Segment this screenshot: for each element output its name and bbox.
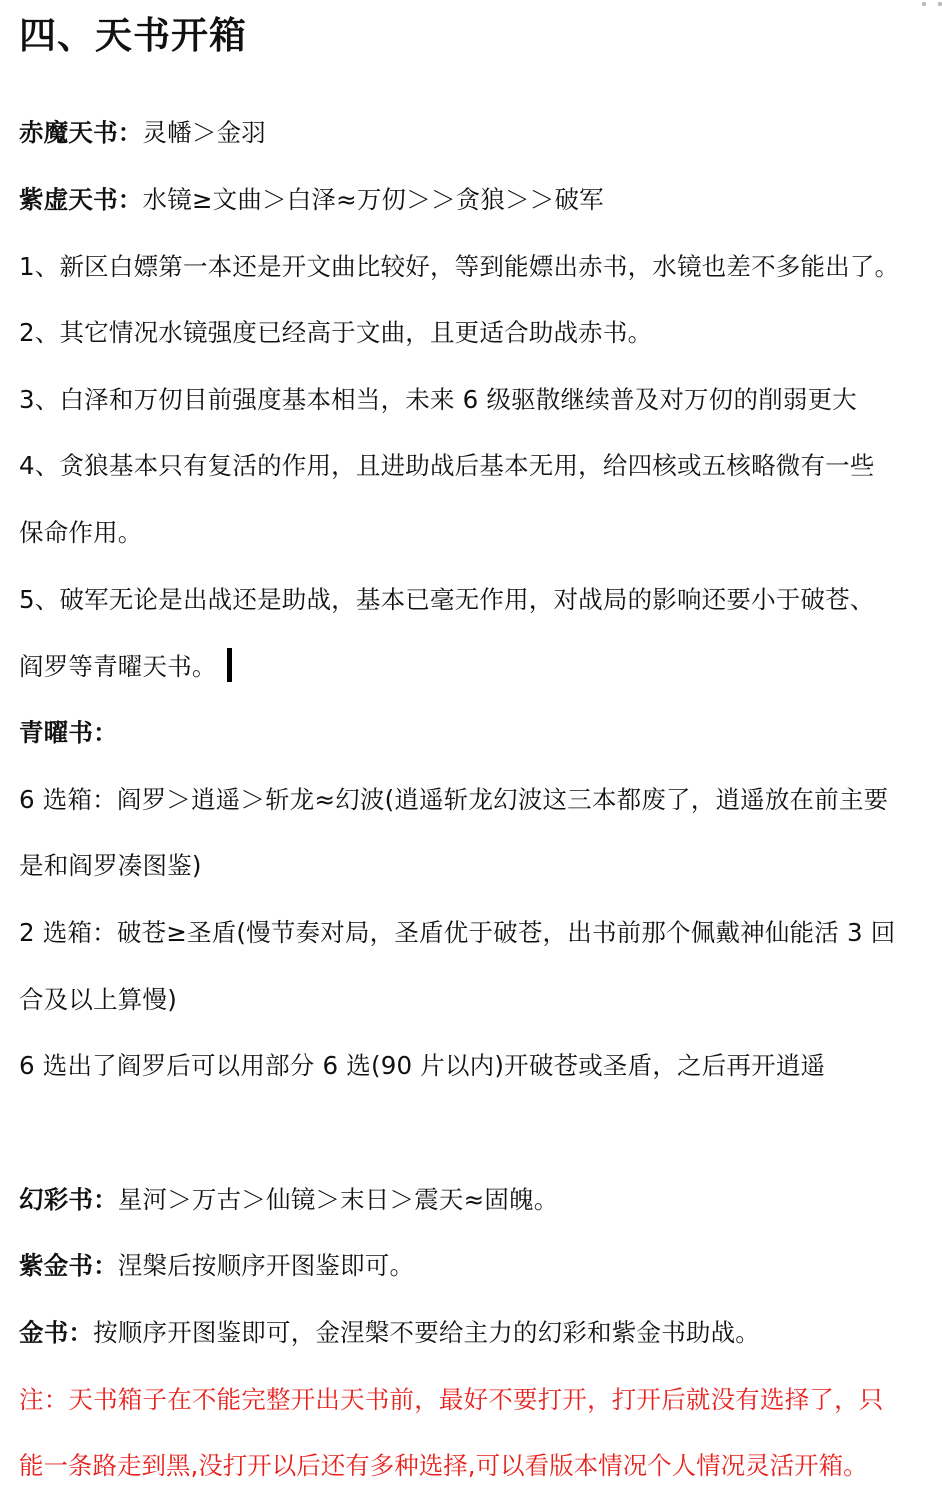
line-text: 2 选箱：破苍≥圣盾(慢节奏对局，圣盾优于破苍，出书前那个佩戴神仙能活 3 回 xyxy=(19,918,896,947)
line-chimo xyxy=(19,115,266,151)
line-label: 青曜书： xyxy=(19,718,118,747)
line-point-3 xyxy=(19,382,857,418)
line-point-4-cont xyxy=(19,515,143,551)
line-two-choice-cont xyxy=(19,982,177,1018)
line-point-5 xyxy=(19,582,875,618)
line-point-1 xyxy=(19,249,899,285)
line-label: 紫金书： xyxy=(19,1251,118,1280)
line-text: 保命作用。 xyxy=(19,518,143,547)
line-six-choice xyxy=(19,782,888,818)
line-label: 幻彩书： xyxy=(19,1185,118,1214)
line-qingyao xyxy=(19,715,118,751)
line-text: 4、贪狼基本只有复活的作用，且进助战后基本无用，给四核或五核略微有一些 xyxy=(19,451,875,480)
text-cursor xyxy=(227,648,232,682)
line-text: 5、破军无论是出战还是助战，基本已毫无作用，对战局的影响还要小于破苍、 xyxy=(19,585,875,614)
line-text: 阎罗等青曜天书。 xyxy=(19,652,217,681)
line-zixu xyxy=(19,182,604,218)
line-point-4 xyxy=(19,448,875,484)
line-text: 6 选出了阎罗后可以用部分 6 选(90 片以内)开破苍或圣盾，之后再开逍遥 xyxy=(19,1051,826,1080)
line-two-choice xyxy=(19,915,895,951)
section-title: 四、天书开箱 xyxy=(19,14,247,57)
line-six-choice-cont xyxy=(19,848,202,884)
line-text: 1、新区白嫖第一本还是开文曲比较好，等到能嫖出赤书，水镜也差不多能出了。 xyxy=(19,252,900,281)
line-text: 涅槃后按顺序开图鉴即可。 xyxy=(117,1251,415,1280)
line-jin xyxy=(19,1315,760,1351)
line-zijin xyxy=(19,1248,414,1284)
corner-mark-icon xyxy=(922,0,942,16)
line-six-after xyxy=(19,1048,825,1084)
line-text: 是和阎罗凑图鉴) xyxy=(19,851,202,880)
note-line-2: 能一条路走到黑,没打开以后还有多种选择,可以看版本情况个人情况灵活开箱。 xyxy=(19,1451,868,1480)
line-text: 星河＞万古＞仙镜＞末日＞震天≈固魄。 xyxy=(117,1185,559,1214)
line-label: 赤魔天书： xyxy=(19,118,143,147)
line-text: 3、白泽和万仞目前强度基本相当，未来 6 级驱散继续普及对万仞的削弱更大 xyxy=(19,385,857,414)
line-label: 金书： xyxy=(19,1318,94,1347)
line-text: 灵幡＞金羽 xyxy=(142,118,266,147)
line-point-2 xyxy=(19,315,652,351)
line-text: 2、其它情况水镜强度已经高于文曲，且更适合助战赤书。 xyxy=(19,318,653,347)
line-text: 按顺序开图鉴即可，金涅槃不要给主力的幻彩和紫金书助战。 xyxy=(93,1318,761,1347)
line-text: 水镜≥文曲＞白泽≈万仞＞＞贪狼＞＞破军 xyxy=(142,185,604,214)
line-point-5-cont xyxy=(19,648,232,685)
line-text: 合及以上算慢) xyxy=(19,985,177,1014)
note-line-1: 注：天书箱子在不能完整开出天书前，最好不要打开，打开后就没有选择了，只 xyxy=(19,1385,884,1414)
line-label: 紫虚天书： xyxy=(19,185,143,214)
line-huancai xyxy=(19,1182,558,1218)
line-text: 6 选箱：阎罗＞逍遥＞斩龙≈幻波(逍遥斩龙幻波这三本都废了，逍遥放在前主要 xyxy=(19,785,889,814)
